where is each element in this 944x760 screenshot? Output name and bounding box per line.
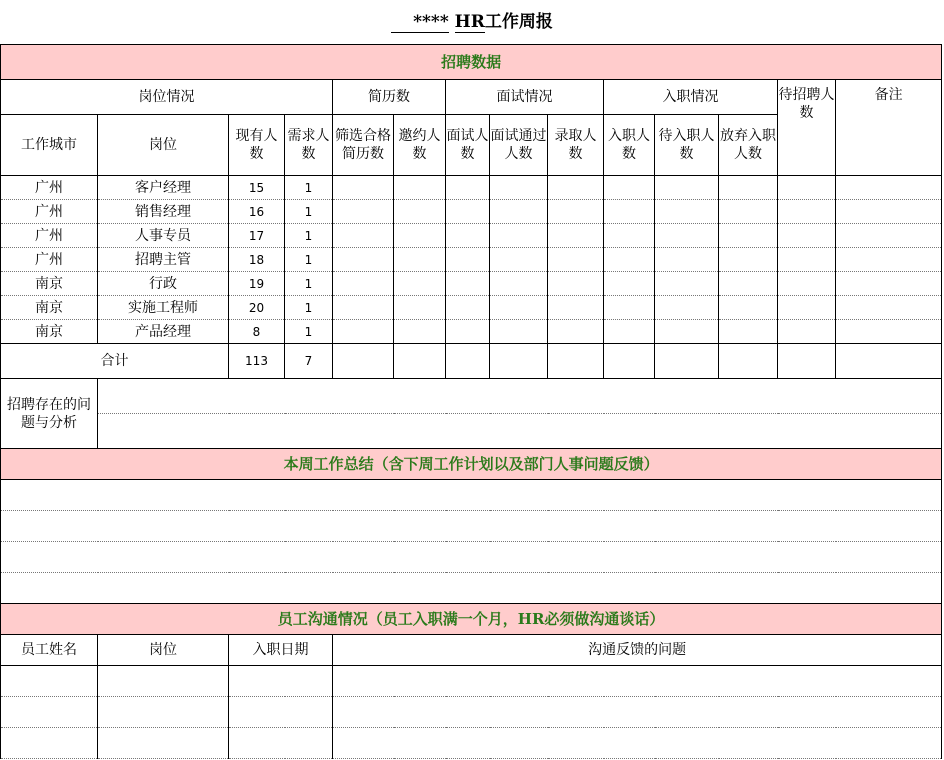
total-current: 113: [229, 344, 285, 379]
group-position: 岗位情况: [1, 80, 333, 115]
empty-cell[interactable]: [836, 224, 942, 248]
empty-cell[interactable]: [604, 200, 655, 224]
empty-cell[interactable]: [333, 320, 394, 344]
row-post: 产品经理: [98, 320, 229, 344]
empty-cell[interactable]: [394, 200, 446, 224]
comm-feedback-cell[interactable]: [333, 666, 942, 697]
empty-cell[interactable]: [836, 320, 942, 344]
row-demand: 1: [285, 296, 333, 320]
empty-cell[interactable]: [719, 296, 778, 320]
empty-cell[interactable]: [604, 224, 655, 248]
empty-cell[interactable]: [655, 224, 719, 248]
empty-cell[interactable]: [446, 248, 490, 272]
comm-post-cell[interactable]: [98, 728, 229, 759]
table-row: [1, 224, 942, 248]
row-city: 广州: [1, 200, 98, 224]
row-current: 16: [229, 200, 285, 224]
table-row: [1, 272, 942, 296]
empty-cell[interactable]: [333, 272, 394, 296]
table-row: [1, 176, 942, 200]
header-hired: 录取人数: [548, 115, 604, 176]
row-demand: 1: [285, 272, 333, 296]
row-city: 南京: [1, 296, 98, 320]
empty-cell[interactable]: [394, 272, 446, 296]
row-demand: 1: [285, 176, 333, 200]
empty-cell[interactable]: [548, 320, 604, 344]
empty-cell[interactable]: [490, 176, 548, 200]
empty-cell[interactable]: [719, 200, 778, 224]
empty-cell[interactable]: [394, 320, 446, 344]
comm-date-cell[interactable]: [229, 666, 333, 697]
empty-cell[interactable]: [836, 272, 942, 296]
row-current: 15: [229, 176, 285, 200]
empty-cell[interactable]: [655, 296, 719, 320]
comm-date-cell[interactable]: [229, 728, 333, 759]
row-current: 18: [229, 248, 285, 272]
header-declined: 放弃入职人数: [719, 115, 778, 176]
comm-header-date: 入职日期: [229, 635, 333, 666]
empty-cell[interactable]: [490, 248, 548, 272]
issues-line-1[interactable]: [98, 379, 942, 414]
summary-line-3[interactable]: [1, 542, 942, 573]
empty-cell[interactable]: [778, 320, 836, 344]
row-city: 广州: [1, 176, 98, 200]
empty-cell[interactable]: [655, 272, 719, 296]
empty-cell[interactable]: [836, 200, 942, 224]
total-label: 合计: [1, 344, 229, 379]
issues-line-2[interactable]: [98, 414, 942, 449]
row-post: 实施工程师: [98, 296, 229, 320]
empty-cell[interactable]: [446, 200, 490, 224]
comm-post-cell[interactable]: [98, 697, 229, 728]
row-demand: 1: [285, 200, 333, 224]
empty-cell[interactable]: [333, 248, 394, 272]
comm-header-feedback: 沟通反馈的问题: [333, 635, 942, 666]
empty-cell[interactable]: [548, 176, 604, 200]
empty-cell[interactable]: [778, 176, 836, 200]
section-recruitment-header: 招聘数据: [1, 45, 942, 80]
row-current: 20: [229, 296, 285, 320]
empty-cell[interactable]: [394, 224, 446, 248]
empty-cell[interactable]: [604, 248, 655, 272]
table-row: [1, 248, 942, 272]
empty-cell[interactable]: [604, 320, 655, 344]
header-passed: 面试通过人数: [490, 115, 548, 176]
header-city: 工作城市: [1, 115, 98, 176]
header-pending: 待招聘人数: [778, 80, 836, 176]
header-demand: 需求人数: [285, 115, 333, 176]
empty-cell[interactable]: [394, 296, 446, 320]
title-hr: HR: [454, 12, 485, 32]
comm-name-cell[interactable]: [1, 728, 98, 759]
group-resume: 简历数: [333, 80, 446, 115]
empty-cell[interactable]: [604, 272, 655, 296]
summary-line-4[interactable]: [1, 573, 942, 604]
row-city: 南京: [1, 320, 98, 344]
empty-cell[interactable]: [719, 224, 778, 248]
empty-cell[interactable]: [778, 272, 836, 296]
comm-header-post: 岗位: [98, 635, 229, 666]
report-table: [0, 44, 942, 759]
table-row: [1, 296, 942, 320]
group-interview: 面试情况: [446, 80, 604, 115]
summary-line-1[interactable]: [1, 480, 942, 511]
empty-cell[interactable]: [778, 296, 836, 320]
empty-cell[interactable]: [490, 200, 548, 224]
empty-cell[interactable]: [446, 224, 490, 248]
empty-cell[interactable]: [446, 296, 490, 320]
group-onboard: 入职情况: [604, 80, 778, 115]
empty-cell[interactable]: [836, 296, 942, 320]
table-row: [1, 320, 942, 344]
section-communication-header: 员工沟通情况（员工入职满一个月，HR必须做沟通谈话）: [1, 604, 942, 635]
empty-cell[interactable]: [548, 224, 604, 248]
comm-header-name: 员工姓名: [1, 635, 98, 666]
header-interviewed: 面试人数: [446, 115, 490, 176]
row-current: 17: [229, 224, 285, 248]
empty-cell[interactable]: [719, 248, 778, 272]
table-row: [1, 200, 942, 224]
comm-feedback-cell[interactable]: [333, 728, 942, 759]
row-city: 南京: [1, 272, 98, 296]
empty-cell[interactable]: [446, 176, 490, 200]
header-invited: 邀约人数: [394, 115, 446, 176]
row-post: 招聘主管: [98, 248, 229, 272]
comm-date-cell[interactable]: [229, 697, 333, 728]
row-city: 广州: [1, 248, 98, 272]
empty-cell[interactable]: [719, 176, 778, 200]
comm-feedback-cell[interactable]: [333, 697, 942, 728]
row-post: 销售经理: [98, 200, 229, 224]
row-demand: 1: [285, 224, 333, 248]
title-stars: ****: [391, 12, 449, 33]
summary-line-2[interactable]: [1, 511, 942, 542]
comm-name-cell[interactable]: [1, 697, 98, 728]
section-weekly-summary-header: 本周工作总结（含下周工作计划以及部门人事问题反馈）: [1, 449, 942, 480]
row-current: 8: [229, 320, 285, 344]
empty-cell[interactable]: [719, 320, 778, 344]
row-demand: 1: [285, 248, 333, 272]
empty-cell[interactable]: [548, 272, 604, 296]
comm-post-cell[interactable]: [98, 666, 229, 697]
empty-cell[interactable]: [446, 320, 490, 344]
empty-cell[interactable]: [333, 176, 394, 200]
empty-cell[interactable]: [446, 272, 490, 296]
empty-cell[interactable]: [548, 200, 604, 224]
empty-cell[interactable]: [778, 200, 836, 224]
row-city: 广州: [1, 224, 98, 248]
header-current: 现有人数: [229, 115, 285, 176]
empty-cell[interactable]: [836, 248, 942, 272]
empty-cell[interactable]: [655, 320, 719, 344]
empty-cell[interactable]: [333, 224, 394, 248]
empty-cell[interactable]: [490, 320, 548, 344]
row-demand: 1: [285, 320, 333, 344]
empty-cell[interactable]: [490, 296, 548, 320]
issues-label: 招聘存在的问题与分析: [1, 379, 98, 449]
empty-cell[interactable]: [490, 224, 548, 248]
comm-name-cell[interactable]: [1, 666, 98, 697]
empty-cell[interactable]: [604, 176, 655, 200]
row-post: 行政: [98, 272, 229, 296]
row-post: 客户经理: [98, 176, 229, 200]
header-to-join: 待入职人数: [655, 115, 719, 176]
empty-cell[interactable]: [655, 200, 719, 224]
empty-cell[interactable]: [394, 248, 446, 272]
header-joined: 入职人数: [604, 115, 655, 176]
empty-cell[interactable]: [548, 248, 604, 272]
empty-cell[interactable]: [333, 200, 394, 224]
empty-cell[interactable]: [333, 296, 394, 320]
empty-cell[interactable]: [394, 176, 446, 200]
row-post: 人事专员: [98, 224, 229, 248]
header-post: 岗位: [98, 115, 229, 176]
header-notes: 备注: [836, 80, 942, 176]
empty-cell[interactable]: [548, 296, 604, 320]
empty-cell[interactable]: [490, 272, 548, 296]
header-screened: 筛选合格简历数: [333, 115, 394, 176]
title-text: 工作周报: [484, 12, 553, 32]
report-title: [0, 0, 944, 44]
row-current: 19: [229, 272, 285, 296]
empty-cell[interactable]: [836, 176, 942, 200]
empty-cell[interactable]: [655, 176, 719, 200]
empty-cell[interactable]: [719, 272, 778, 296]
empty-cell[interactable]: [655, 248, 719, 272]
empty-cell[interactable]: [604, 296, 655, 320]
empty-cell[interactable]: [778, 248, 836, 272]
empty-cell[interactable]: [778, 224, 836, 248]
total-demand: 7: [285, 344, 333, 379]
